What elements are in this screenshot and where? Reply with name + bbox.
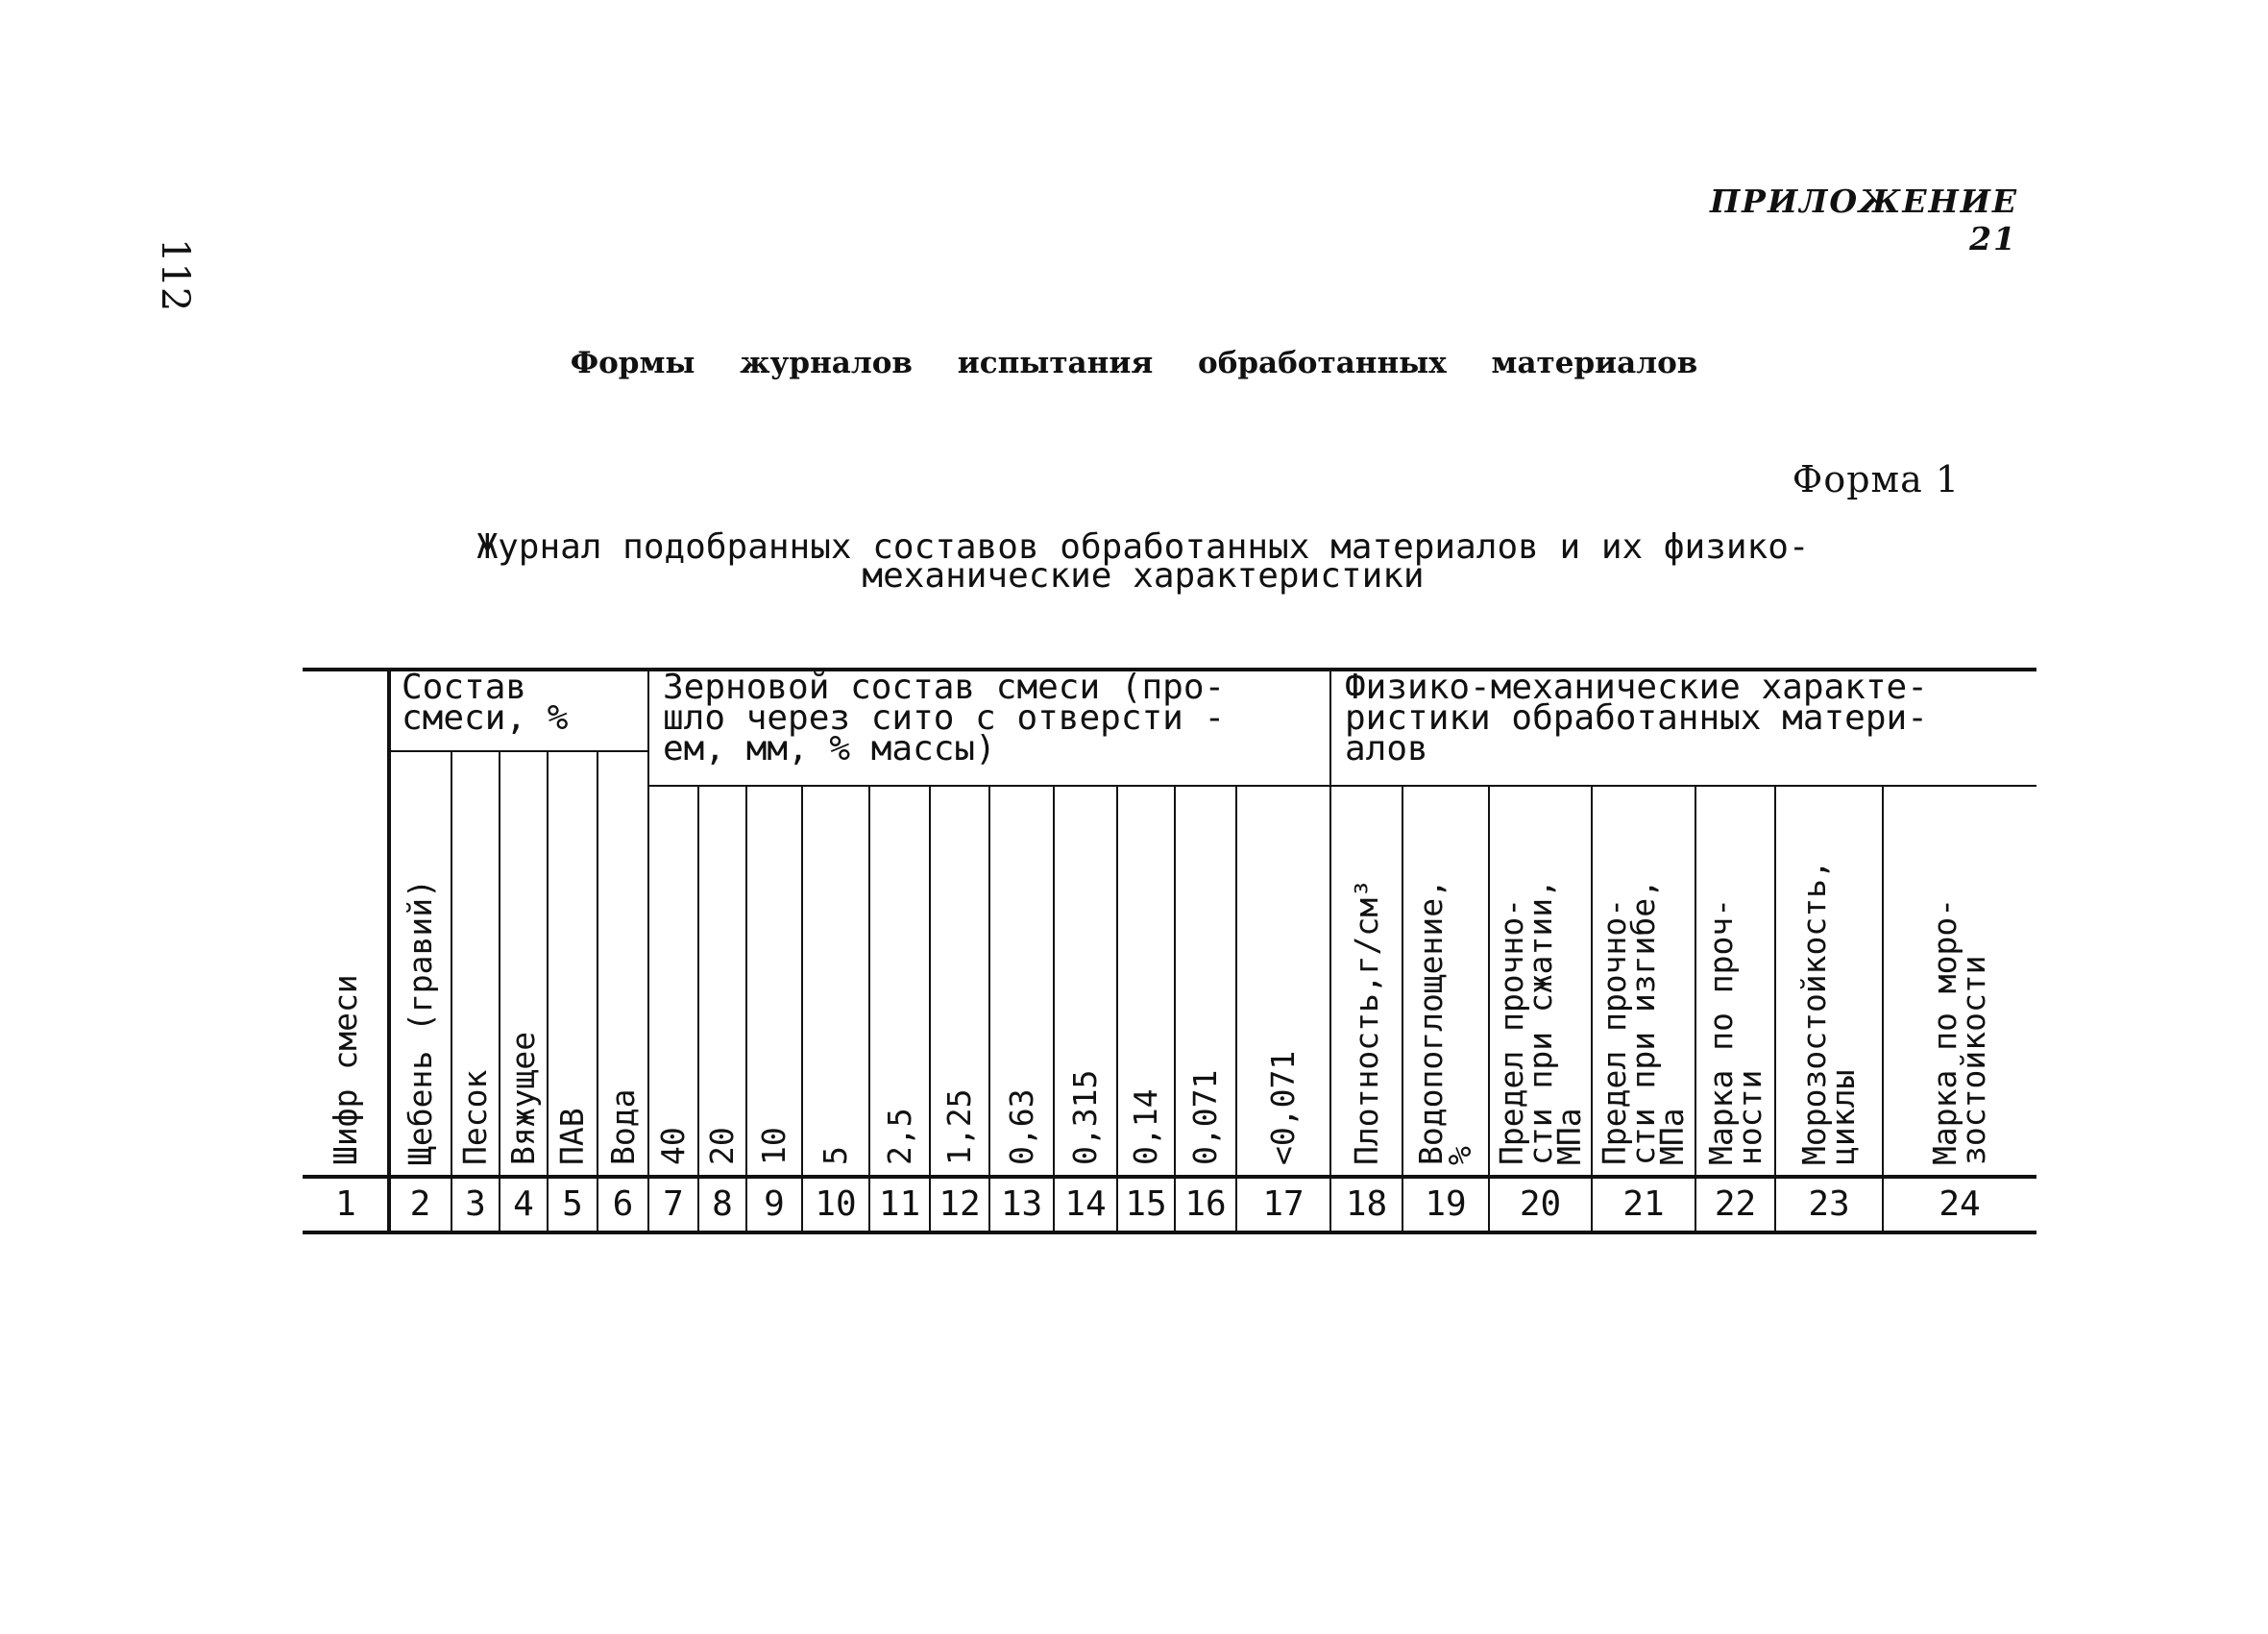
page-number: 112 xyxy=(153,238,197,312)
column-header-13: 0,63 xyxy=(1003,1088,1040,1165)
column-header-18: Плотность,г/см³ xyxy=(1348,878,1385,1165)
column-header-6: Вода xyxy=(604,1088,642,1165)
column-number-11: 11 xyxy=(878,1184,921,1224)
column-number-16: 16 xyxy=(1184,1184,1227,1224)
column-header-5: ПАВ xyxy=(553,1108,591,1165)
column-number-7: 7 xyxy=(663,1184,684,1224)
column-number-18: 18 xyxy=(1345,1184,1388,1224)
column-number-14: 14 xyxy=(1064,1184,1107,1224)
column-number-5: 5 xyxy=(562,1184,583,1224)
column-number-22: 22 xyxy=(1714,1184,1757,1224)
column-number-24: 24 xyxy=(1939,1184,1981,1224)
column-header-24: Марка по моро- зостойкости xyxy=(1926,897,1992,1165)
journal-subtitle: Журнал подобранных составов обработанных материалов и их физико- механические характеристики xyxy=(476,527,1810,596)
column-header-9: 10 xyxy=(755,1127,793,1165)
group-header-physmech: Физико-механические характе- ристики обработанных матери- алов xyxy=(1345,668,1928,768)
column-number-19: 19 xyxy=(1425,1184,1467,1224)
column-header-10: 5 xyxy=(817,1146,854,1165)
column-number-23: 23 xyxy=(1808,1184,1850,1224)
appendix-heading: ПРИЛОЖЕНИЕ 21 xyxy=(1710,183,2019,257)
column-number-9: 9 xyxy=(764,1184,785,1224)
column-header-7: 40 xyxy=(654,1127,692,1165)
column-header-23: Морозостойкость, циклы xyxy=(1795,860,1862,1165)
column-header-15: 0,14 xyxy=(1127,1088,1164,1165)
column-number-6: 6 xyxy=(612,1184,634,1224)
column-number-17: 17 xyxy=(1262,1184,1305,1224)
column-number-15: 15 xyxy=(1125,1184,1167,1224)
column-number-8: 8 xyxy=(712,1184,733,1224)
column-number-21: 21 xyxy=(1622,1184,1665,1224)
column-header-2: Щебень (гравий) xyxy=(402,878,439,1165)
column-number-2: 2 xyxy=(409,1184,431,1224)
column-number-10: 10 xyxy=(815,1184,857,1224)
group-header-composition: Состав смеси, % xyxy=(402,668,569,738)
column-header-22: Марка по проч- ности xyxy=(1702,897,1768,1165)
column-header-8: 20 xyxy=(703,1127,741,1165)
column-header-1: Шифр смеси xyxy=(327,974,364,1165)
column-number-20: 20 xyxy=(1519,1184,1562,1224)
column-header-3: Песок xyxy=(456,1069,494,1165)
column-header-20: Предел прочно- сти при сжатии, МПа xyxy=(1493,878,1588,1165)
column-number-1: 1 xyxy=(335,1184,356,1224)
column-header-4: Вяжущее xyxy=(504,1031,542,1165)
column-header-11: 2,5 xyxy=(881,1108,918,1165)
column-header-14: 0,315 xyxy=(1066,1069,1104,1165)
form-label: Форма 1 xyxy=(1792,458,1960,500)
page-title: Формы журналов испытания обработанных материалов xyxy=(570,346,1698,380)
column-number-4: 4 xyxy=(513,1184,534,1224)
column-number-13: 13 xyxy=(1000,1184,1043,1224)
column-header-17: <0,071 xyxy=(1264,1050,1302,1165)
group-header-grain: Зерновой состав смеси (про- шло через сито с отверсти - ем, мм, % массы) xyxy=(663,668,1226,768)
column-number-12: 12 xyxy=(939,1184,981,1224)
column-header-16: 0,071 xyxy=(1186,1069,1224,1165)
column-number-3: 3 xyxy=(465,1184,486,1224)
column-header-19: Водопоглощение, % xyxy=(1412,878,1478,1165)
column-header-12: 1,25 xyxy=(940,1088,978,1165)
column-header-21: Предел прочно- сти при изгибе, МПа xyxy=(1596,878,1691,1165)
